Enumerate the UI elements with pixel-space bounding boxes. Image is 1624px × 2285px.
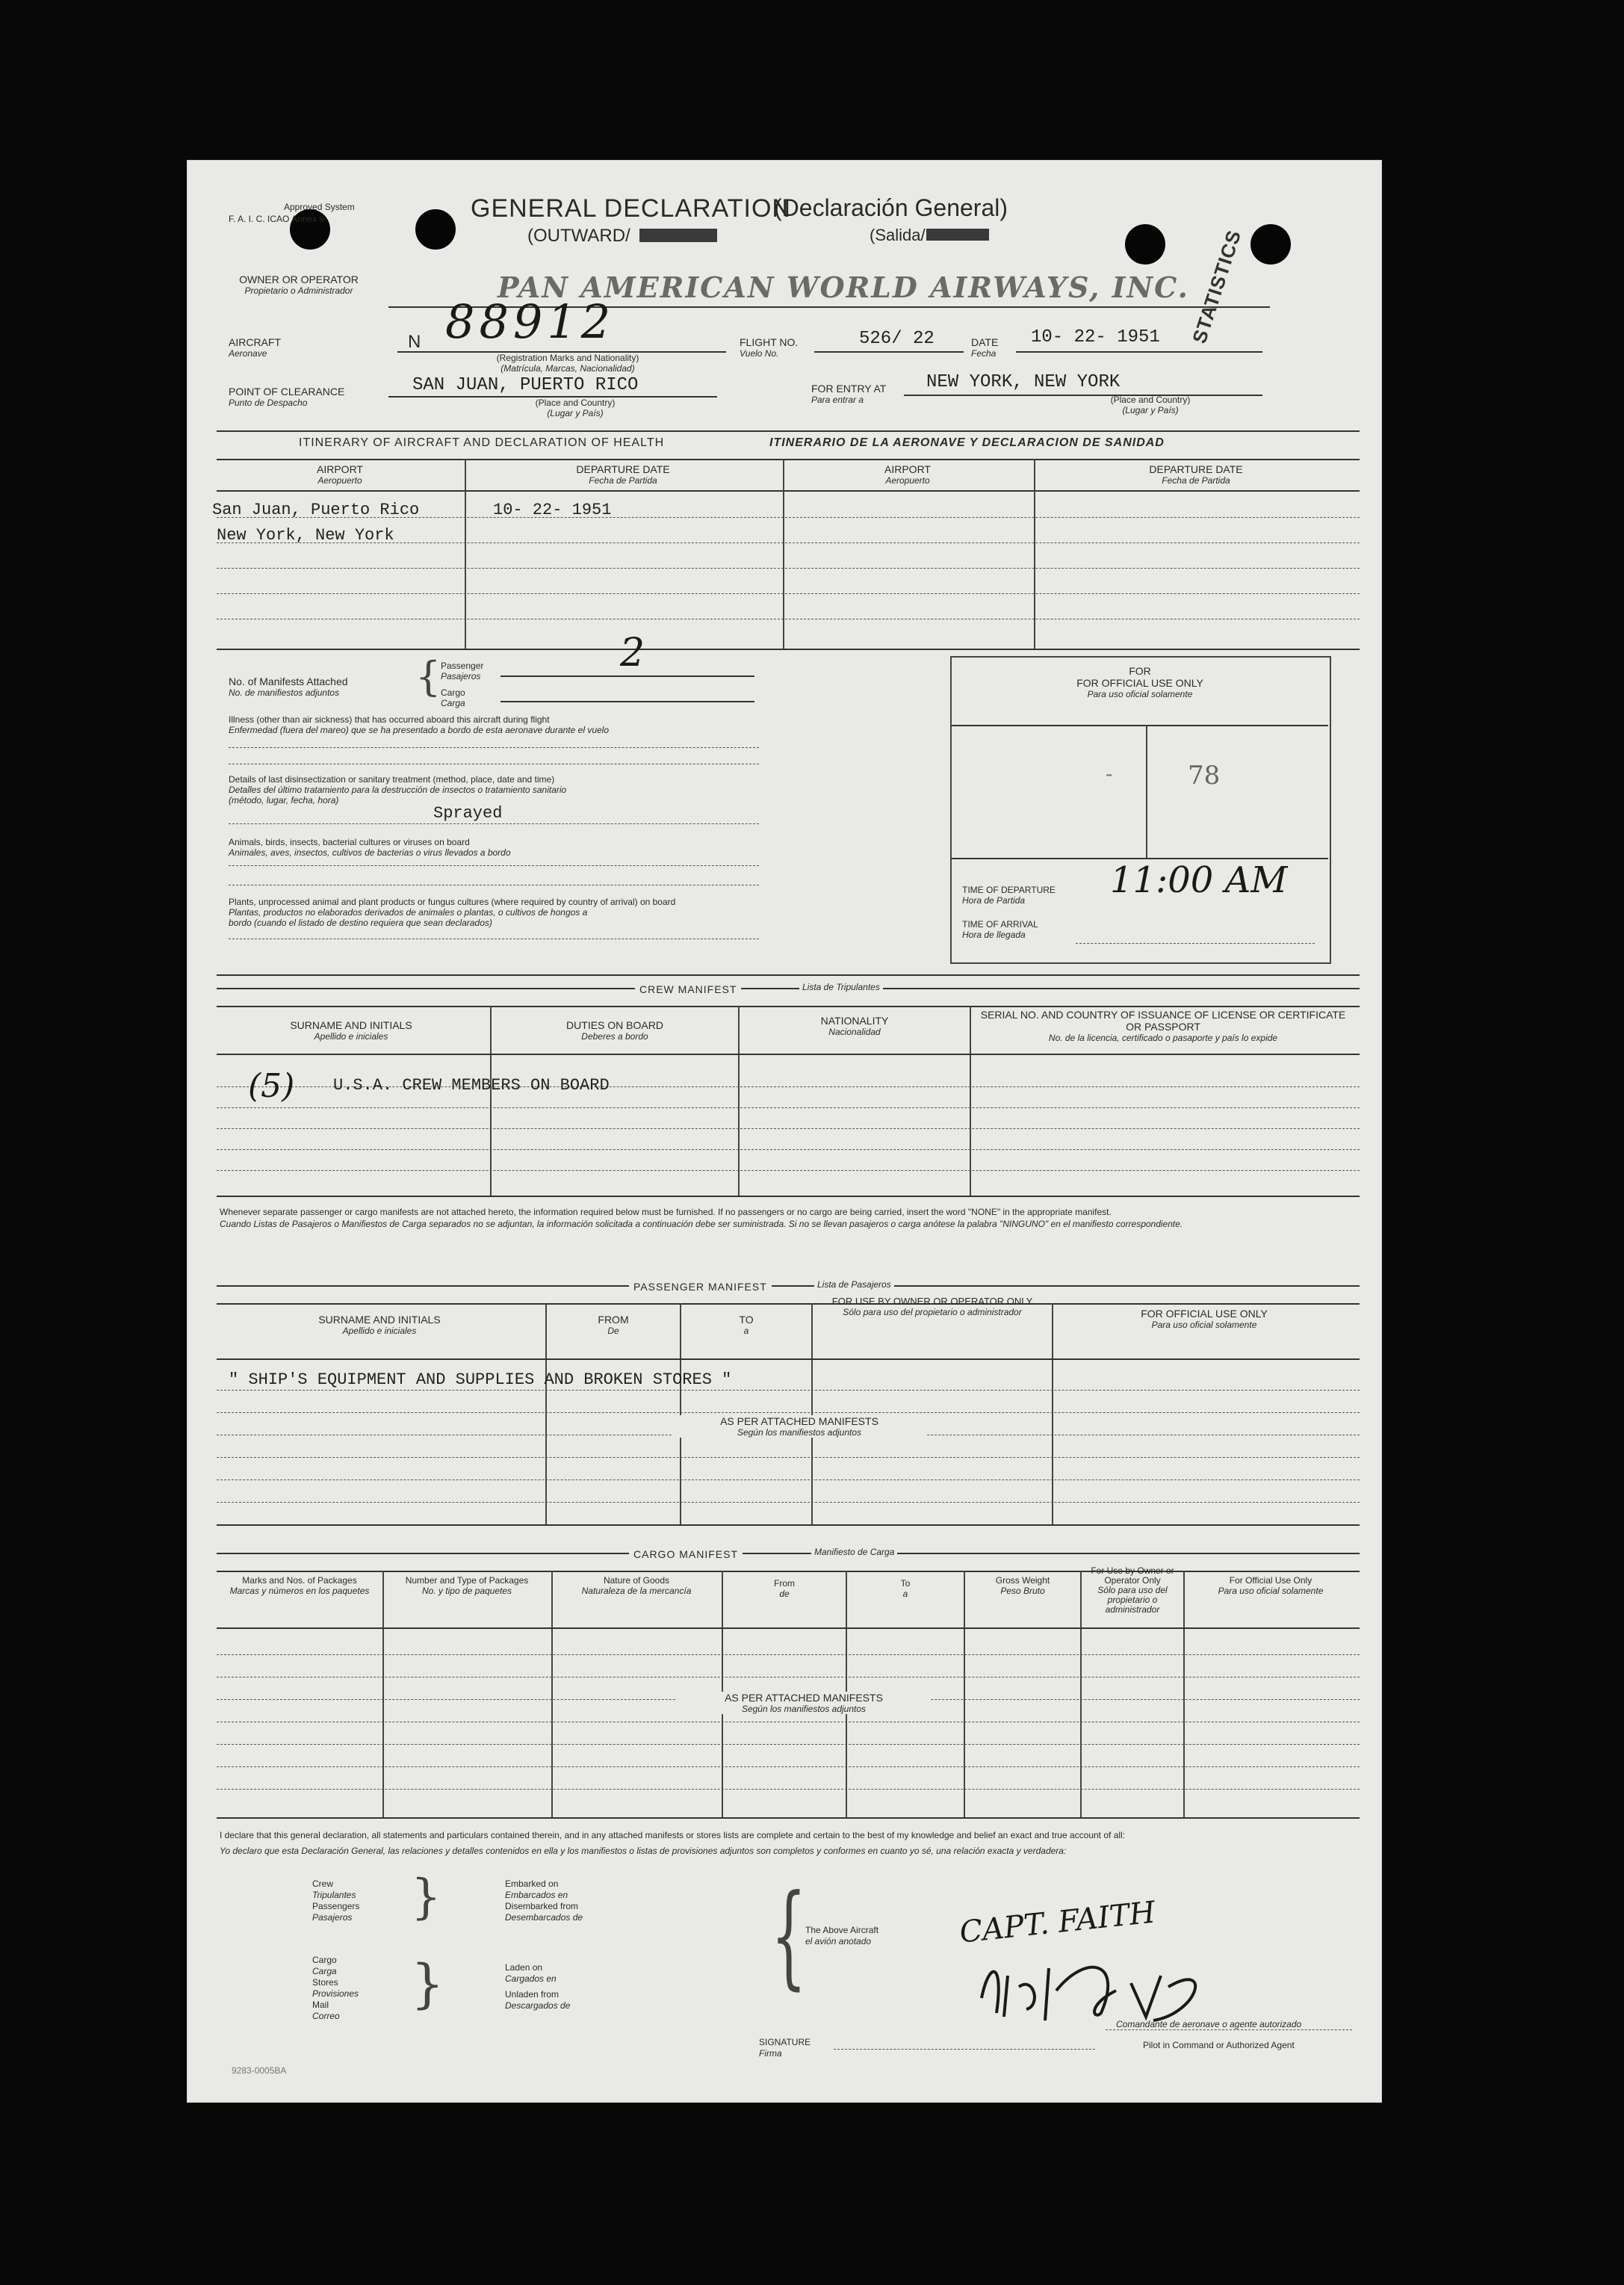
- cargo-col-label-es: a: [902, 1589, 908, 1599]
- decl-unladen: Unladen from: [505, 1989, 560, 2000]
- decl-embarked: Embarked on: [505, 1879, 559, 1889]
- decl-cargo: Cargo: [312, 1955, 337, 1965]
- cargo-col-official: [1186, 1575, 1355, 1596]
- signature-label-es: Firma: [759, 2048, 782, 2059]
- column-divider: [382, 1571, 384, 1817]
- column-divider: [964, 1571, 965, 1817]
- signature-scribble: [974, 1946, 1221, 2028]
- flight-number: 526/ 22: [859, 329, 935, 349]
- decl-stores: Stores: [312, 1977, 338, 1988]
- itinerary-row1-date: 10- 22- 1951: [493, 501, 612, 519]
- general-declaration-form: [187, 160, 1382, 2103]
- row-line: [229, 747, 759, 748]
- punch-hole: [415, 209, 456, 250]
- passenger-label-es: Pasajeros: [441, 671, 481, 681]
- passenger-col-surname: [217, 1314, 542, 1336]
- row-line: [217, 1744, 1360, 1745]
- column-divider: [545, 1303, 547, 1524]
- date-label-es: Fecha: [971, 348, 997, 359]
- rule: [814, 351, 964, 353]
- aircraft-label-es: Aeronave: [229, 348, 267, 359]
- crew-col-label-es: Deberes a bordo: [581, 1031, 648, 1042]
- clearance-label-text: POINT OF CLEARANCE: [229, 386, 345, 398]
- captain-name: CAPT. FAITH: [958, 1895, 1157, 1950]
- decl-laden-group: [505, 1962, 570, 2012]
- form-title: GENERAL DECLARATION: [471, 194, 791, 223]
- departure-label-es: Hora de Partida: [962, 895, 1026, 906]
- column-divider: [490, 1006, 492, 1196]
- date-label: [971, 336, 998, 359]
- arrival-label: [962, 919, 1038, 940]
- pilot-caption-es: Comandante de aeronave o agente autorizado: [1116, 2019, 1302, 2029]
- signature-label-text: SIGNATURE: [759, 2037, 811, 2047]
- decl-passengers: Passengers: [312, 1901, 360, 1911]
- cargo-col-from: [725, 1578, 844, 1599]
- illness-text-es: Enfermedad (fuera del mareo) que se ha presentado a bordo de esta aeronave durante el vuelo: [229, 725, 610, 735]
- cargo-attached-es: Según los manifiestos adjuntos: [741, 1704, 867, 1714]
- cargo-col-weight: [967, 1575, 1079, 1596]
- crew-title: CREW MANIFEST: [635, 983, 741, 995]
- flight-label-es: Vuelo No.: [740, 348, 779, 359]
- registration-caption-es: (Matrícula, Marcas, Nacionalidad): [500, 363, 635, 374]
- row-line: [217, 1390, 1360, 1391]
- registration-caption-text: (Registration Marks and Nationality): [496, 353, 639, 363]
- arrival-label-text: TIME OF ARRIVAL: [962, 919, 1038, 930]
- cargo-col-label: From: [774, 1578, 795, 1589]
- cargo-title: CARGO MANIFEST: [629, 1548, 743, 1560]
- cargo-attached: [677, 1692, 931, 1714]
- itinerary-row1-airport: San Juan, Puerto Rico: [212, 501, 420, 519]
- fai-note: F. A. I. C. ICAO Annex 9: [229, 214, 325, 224]
- entry-label-text: FOR ENTRY AT: [811, 383, 887, 395]
- decl-cargo-es: Carga: [312, 1966, 337, 1976]
- row-line: [217, 1412, 1360, 1413]
- passenger-label-text: Passenger: [441, 661, 484, 671]
- passenger-col-owner: [814, 1296, 1050, 1317]
- cargo-col-label: Number and Type of Packages: [405, 1575, 529, 1586]
- plants-text-es: Plantas, productos no elaborados derivados de animales o plantas, o cultivos de hongos a: [229, 907, 588, 918]
- form-title-es: (Declaración General): [774, 194, 1008, 221]
- rule: [217, 1817, 1360, 1819]
- cargo-col-label: Nature of Goods: [603, 1575, 670, 1586]
- manifests-label: [229, 675, 348, 698]
- itinerary-title-es: ITINERARIO DE LA AERONAVE Y DECLARACION DE SANIDAD: [769, 436, 1165, 449]
- plants-text: Plants, unprocessed animal and plant products or fungus cultures (where required by country of arrival) on board: [229, 897, 676, 907]
- column-divider: [970, 1006, 971, 1196]
- cargo-col-label-es: de: [779, 1589, 790, 1599]
- aircraft-label-text: AIRCRAFT: [229, 336, 281, 348]
- crew-col-surname: [217, 1019, 486, 1042]
- disinsect-text-es: Detalles del último tratamiento para la destrucción de insectos o tratamiento sanitario: [229, 785, 567, 795]
- itinerary-col-label: AIRPORT: [884, 463, 931, 475]
- rule: [217, 1627, 1360, 1629]
- clearance-caption: [486, 398, 665, 418]
- animals-text-es: Animales, aves, insectos, cultivos de bacterias o virus llevados a bordo: [229, 847, 511, 858]
- column-divider: [1052, 1303, 1053, 1524]
- passenger-title: PASSENGER MANIFEST: [629, 1281, 772, 1293]
- itinerary-col-label: DEPARTURE DATE: [1149, 463, 1243, 475]
- clearance-caption-es: (Lugar y País): [547, 408, 604, 418]
- passenger-col-label-es: Apellido e iniciales: [342, 1326, 417, 1336]
- decl-crew-group: [312, 1879, 359, 1923]
- crew-col-duties: [493, 1019, 737, 1042]
- passenger-col-label-es: Sólo para uso del propietario o administrador: [843, 1307, 1022, 1317]
- passenger-col-label: TO: [739, 1314, 754, 1326]
- owner-label-es: Propietario o Administrador: [244, 285, 353, 296]
- rule: [217, 459, 1360, 460]
- cargo-col-marks: [220, 1575, 379, 1596]
- crew-col-serial: [973, 1009, 1354, 1043]
- crew-col-label: SERIAL NO. AND COUNTRY OF ISSUANCE OF LICENSE OR CERTIFICATE OR PASSPORT: [980, 1009, 1346, 1033]
- clearance-label-es: Punto de Despacho: [229, 398, 308, 408]
- brace: }: [411, 1870, 441, 1925]
- cargo-col-label-es: Naturaleza de la mercancía: [581, 1586, 692, 1596]
- row-line: [217, 1502, 1360, 1503]
- clearance-label: [229, 386, 344, 408]
- cargo-attached-text: AS PER ATTACHED MANIFESTS: [725, 1692, 883, 1704]
- clearance-caption-text: (Place and Country): [535, 398, 616, 408]
- row-line: [217, 1128, 1360, 1129]
- decl-embarked-es: Embarcados en: [505, 1890, 568, 1900]
- itinerary-col-airport-2: [784, 463, 1031, 486]
- itinerary-title: ITINERARY OF AIRCRAFT AND DECLARATION OF HEALTH: [299, 436, 665, 449]
- rule: [217, 974, 1360, 976]
- above-aircraft-text: The Above Aircraft: [805, 1925, 879, 1935]
- owner-value: PAN AMERICAN WORLD AIRWAYS, INC.: [498, 270, 1189, 304]
- disinsect-text: Details of last disinsectization or sanitary treatment (method, place, date and time): [229, 774, 555, 785]
- official-number: 78: [1188, 761, 1221, 791]
- passenger-entry: " SHIP'S EQUIPMENT AND SUPPLIES AND BROKEN STORES ": [229, 1370, 732, 1389]
- date-label-text: DATE: [971, 336, 999, 348]
- departure-label: [962, 885, 1056, 906]
- cargo-col-label-es: Para uso oficial solamente: [1218, 1586, 1324, 1596]
- rule: [217, 430, 1360, 432]
- passenger-attached-es: Según los manifiestos adjuntos: [737, 1427, 862, 1438]
- declaration-text: [220, 1829, 1355, 1858]
- flight-date: 10- 22- 1951: [1031, 327, 1160, 347]
- rule: [217, 1553, 1360, 1554]
- punch-hole: [1125, 224, 1165, 265]
- passenger-col-label: SURNAME AND INITIALS: [318, 1314, 441, 1326]
- crew-col-label: DUTIES ON BOARD: [566, 1019, 663, 1031]
- passenger-attached: [672, 1415, 926, 1438]
- rule: [500, 701, 754, 702]
- signature-line: [834, 2049, 1095, 2050]
- passenger-col-label-es: De: [607, 1326, 619, 1336]
- crew-col-label: NATIONALITY: [820, 1015, 889, 1027]
- entry-caption-text: (Place and Country): [1110, 395, 1191, 405]
- approved-system-label: Approved System: [284, 202, 355, 212]
- cargo-col-label: Gross Weight: [995, 1575, 1050, 1586]
- decl-mail-es: Correo: [312, 2011, 340, 2021]
- decl-passengers-es: Pasajeros: [312, 1912, 353, 1923]
- itinerary-col-label: AIRPORT: [317, 463, 363, 475]
- row-line: [229, 865, 759, 866]
- illness-label: [229, 714, 609, 735]
- cargo-col-nature: [554, 1575, 719, 1596]
- decl-disembarked-es: Desembarcados de: [505, 1912, 583, 1923]
- plants-label: [229, 897, 675, 928]
- official-dash: -: [1106, 762, 1113, 785]
- disinsect-value: Sprayed: [433, 804, 503, 823]
- itinerary-col-label: DEPARTURE DATE: [576, 463, 670, 475]
- entry-caption-es: (Lugar y País): [1122, 405, 1179, 415]
- row-line: [217, 1677, 1360, 1678]
- crew-col-label-es: Nacionalidad: [828, 1027, 881, 1037]
- decl-crew-es: Tripulantes: [312, 1890, 356, 1900]
- crew-entry: U.S.A. CREW MEMBERS ON BOARD: [333, 1076, 610, 1095]
- manifest-count: 2: [620, 631, 645, 675]
- crew-count-value: 5: [261, 1067, 282, 1105]
- rule: [217, 1285, 1360, 1287]
- row-line: [217, 1170, 1360, 1171]
- rule: [217, 1054, 1360, 1055]
- passenger-col-label-es: Para uso oficial solamente: [1151, 1320, 1257, 1330]
- passenger-col-label: FOR USE BY OWNER OR OPERATOR ONLY: [831, 1296, 1033, 1307]
- cargo-label-text: Cargo: [441, 687, 465, 698]
- animals-text: Animals, birds, insects, bacterial cultures or viruses on board: [229, 837, 470, 847]
- cargo-col-label: To: [900, 1578, 911, 1589]
- entry-label: [811, 383, 886, 405]
- cargo-col-owner: [1083, 1566, 1182, 1615]
- disinsect-text-es2: (método, lugar, fecha, hora): [229, 795, 339, 806]
- official-use-title: FOR FOR OFFICIAL USE ONLY Para uso oficial solamente: [952, 665, 1328, 699]
- cargo-col-label: Marks and Nos. of Packages: [242, 1575, 357, 1586]
- decl-mail: Mail: [312, 2000, 329, 2010]
- cargo-col-label: For Use by Owner or Operator Only: [1091, 1565, 1174, 1586]
- crew-col-label-es: No. de la licencia, certificado o pasaporte y país lo expide: [1048, 1033, 1278, 1043]
- notice-text-es: Cuando Listas de Pasajeros o Manifiestos de Carga separados no se adjuntan, la información solicitada a continuación debe ser suministrada. Si no se llevan pasajeros o carga anótese la palabra "NINGUNO" en el manifiesto correspondiente.: [220, 1219, 1183, 1229]
- official-use-title-text: FOR OFFICIAL USE ONLY: [1076, 677, 1203, 689]
- clearance-value: SAN JUAN, PUERTO RICO: [412, 375, 639, 395]
- brace: }: [411, 1953, 444, 2015]
- crew-col-label-es: Apellido e iniciales: [314, 1031, 388, 1042]
- entry-value: NEW YORK, NEW YORK: [926, 372, 1121, 392]
- itinerary-col-label-es: Aeropuerto: [317, 475, 362, 486]
- rule: [217, 988, 1360, 989]
- column-divider: [1146, 725, 1147, 858]
- form-number: 9283-0005BA: [232, 2065, 287, 2076]
- signature-label: [759, 2037, 811, 2059]
- row-line: [217, 1149, 1360, 1150]
- arrival-label-es: Hora de llegada: [962, 930, 1026, 940]
- decl-stores-es: Provisiones: [312, 1988, 359, 1999]
- owner-label: [224, 273, 374, 296]
- column-divider: [783, 459, 784, 649]
- cargo-col-label: For Official Use Only: [1229, 1575, 1312, 1586]
- official-use-box: [950, 656, 1331, 964]
- crew-col-nationality: [741, 1015, 968, 1037]
- crew-count: (5): [248, 1067, 295, 1105]
- aircraft-label: [229, 336, 281, 359]
- passenger-col-from: [548, 1314, 678, 1336]
- illness-text: Illness (other than air sickness) that has occurred aboard this aircraft during flight: [229, 714, 550, 725]
- declaration-text-es: Yo declaro que esta Declaración General, las relaciones y detalles contenidos en ella y los manifiestos o listas de provisiones adjuntos son completos y conformes en cuanto yo sé, una relación exacta y verdadera:: [220, 1846, 1067, 1856]
- cargo-col-label-es: Sólo para uso del propietario o administrador: [1097, 1585, 1168, 1615]
- signature-line: [1106, 2029, 1352, 2030]
- decl-cargo-group: [312, 1955, 359, 2022]
- itinerary-col-date-2: [1035, 463, 1357, 486]
- passenger-title-es: Lista de Pasajeros: [814, 1279, 894, 1290]
- above-aircraft: [805, 1925, 878, 1947]
- cargo-title-es: Manifiesto de Carga: [811, 1547, 897, 1557]
- flight-label-text: FLIGHT NO.: [740, 336, 799, 348]
- rule: [952, 725, 1328, 726]
- rule: [217, 649, 1360, 650]
- cargo-label: [441, 687, 465, 708]
- manifests-label-text: No. of Manifests Attached: [229, 675, 348, 687]
- passenger-col-label-es: a: [743, 1326, 749, 1336]
- direction-label-es: (Salida/: [870, 226, 926, 244]
- manifests-label-es: No. de manifiestos adjuntos: [229, 687, 340, 698]
- row-line: [217, 1789, 1360, 1790]
- flight-label: [740, 336, 798, 359]
- itinerary-col-label-es: Fecha de Partida: [589, 475, 657, 486]
- rule: [217, 1524, 1360, 1526]
- crew-title-es: Lista de Tripulantes: [799, 982, 883, 992]
- itinerary-col-airport: [217, 463, 463, 486]
- departure-time: 11:00 AM: [1110, 859, 1288, 901]
- column-divider: [738, 1006, 740, 1196]
- passenger-col-to: [683, 1314, 810, 1336]
- row-line: [217, 568, 1360, 569]
- itinerary-col-date: [466, 463, 780, 486]
- animals-label: [229, 837, 511, 858]
- redaction-bar: [639, 229, 717, 242]
- official-use-title-es: Para uso oficial solamente: [1087, 689, 1193, 699]
- rule: [217, 1571, 1360, 1572]
- itinerary-col-label-es: Aeropuerto: [885, 475, 930, 486]
- passenger-col-label: FROM: [598, 1314, 629, 1326]
- crew-col-label: SURNAME AND INITIALS: [290, 1019, 412, 1031]
- itinerary-col-label-es: Fecha de Partida: [1162, 475, 1230, 486]
- row-line: [217, 1107, 1360, 1108]
- pilot-caption: Pilot in Command or Authorized Agent: [1143, 2040, 1295, 2050]
- decl-embark-group: [505, 1879, 583, 1923]
- brace: {: [415, 653, 441, 700]
- row-line: [217, 1479, 1360, 1480]
- row-line: [217, 593, 1360, 594]
- decl-laden-es: Cargados en: [505, 1973, 557, 1984]
- decl-unladen-es: Descargados de: [505, 2000, 571, 2011]
- declaration-text-en: I declare that this general declaration, all statements and particulars contained therein, and in any attached manifests or stores lists are complete and certain to the best of my knowledge and belief an exact and true account of all:: [220, 1830, 1126, 1840]
- row-line: [1076, 943, 1315, 944]
- registration-caption: [411, 353, 725, 374]
- notice-text-en: Whenever separate passenger or cargo manifests are not attached hereto, the information required below must be furnished. If no passengers or no cargo are being carried, insert the word "NONE" in the appropriate manifest.: [220, 1207, 1112, 1217]
- statistics-stamp: STATISTICS: [1188, 226, 1246, 347]
- row-line: [217, 1766, 1360, 1767]
- notice-text: [220, 1206, 1355, 1230]
- cargo-label-es: Carga: [441, 698, 465, 708]
- decl-disembarked: Disembarked from: [505, 1901, 579, 1911]
- plants-text-es2: bordo (cuando el listado de destino requiera que sean declarados): [229, 918, 492, 928]
- rule: [1016, 351, 1262, 353]
- aircraft-prefix: N: [408, 332, 421, 352]
- redaction-bar: [926, 229, 989, 241]
- column-divider: [1034, 459, 1035, 649]
- column-divider: [551, 1571, 553, 1817]
- passenger-col-label: FOR OFFICIAL USE ONLY: [1141, 1308, 1268, 1320]
- decl-laden: Laden on: [505, 1962, 543, 1973]
- column-divider: [811, 1303, 813, 1524]
- entry-caption: [1068, 395, 1233, 415]
- cargo-col-label-es: Peso Bruto: [1000, 1586, 1045, 1596]
- row-line: [217, 1654, 1360, 1655]
- rule: [217, 1006, 1360, 1007]
- cargo-col-label-es: No. y tipo de paquetes: [421, 1586, 512, 1596]
- departure-label-text: TIME OF DEPARTURE: [962, 885, 1056, 895]
- cargo-col-number: [385, 1575, 548, 1596]
- decl-crew: Crew: [312, 1879, 334, 1889]
- column-divider: [1183, 1571, 1185, 1817]
- passenger-label: [441, 661, 483, 681]
- aircraft-registration: 88912: [445, 294, 616, 349]
- row-line: [217, 1457, 1360, 1458]
- cargo-col-to: [849, 1578, 962, 1599]
- rule: [217, 1303, 1360, 1305]
- brace: {: [771, 1871, 807, 2001]
- entry-label-es: Para entrar a: [811, 395, 864, 405]
- cargo-col-label-es: Marcas y números en los paquetes: [229, 1586, 370, 1596]
- passenger-col-official: [1055, 1308, 1354, 1330]
- row-line: [229, 823, 759, 824]
- column-divider: [1080, 1571, 1082, 1817]
- direction-label: (OUTWARD/: [527, 226, 630, 246]
- above-aircraft-es: el avión anotado: [805, 1936, 872, 1947]
- rule: [217, 1196, 1360, 1197]
- disinsect-label: [229, 774, 566, 806]
- column-divider: [465, 459, 466, 649]
- owner-label-text: OWNER OR OPERATOR: [239, 273, 359, 285]
- column-divider: [680, 1303, 681, 1524]
- rule: [217, 1358, 1360, 1360]
- passenger-attached-text: AS PER ATTACHED MANIFESTS: [720, 1415, 878, 1427]
- rule: [500, 675, 754, 677]
- punch-hole: [1250, 224, 1291, 265]
- rule: [217, 490, 1360, 492]
- itinerary-row2-airport: New York, New York: [217, 526, 394, 545]
